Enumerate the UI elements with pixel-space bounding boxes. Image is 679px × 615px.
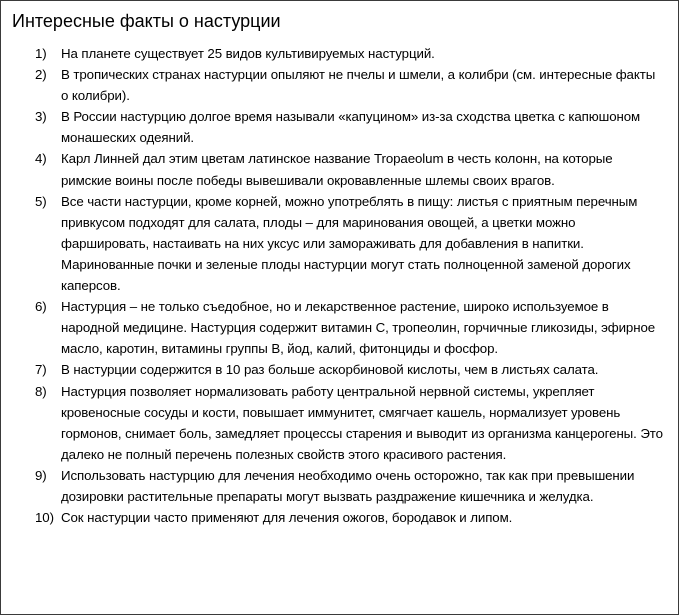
page-title: Интересные факты о настурции — [12, 11, 281, 31]
list-item — [1, 191, 678, 296]
item-number: 1) — [35, 46, 47, 61]
item-text: Все части настурции, кроме корней, можно употреблять в пищу: листья с приятным перечным привкусом подходят для салата, плоды – для маринования овощей, а цветки можно фаршировать, настаивать на них уксус или замораживать для добавления в напитки. Маринованные почки и зеленые плоды настурции могут стать полноценной заменой дорогих каперсов. — [61, 193, 638, 294]
list-item — [1, 381, 678, 465]
item-text: Карл Линней дал этим цветам латинское название Tropaeolum в честь колонн, на которые римские воины после победы вывешивали окровавленные шлемы своих врагов. — [61, 151, 613, 188]
list-item — [1, 148, 678, 190]
item-number: 4) — [35, 151, 47, 167]
list-item — [1, 465, 678, 507]
item-text: Настурция – не только съедобное, но и лекарственное растение, широко используемое в народной медицине. Настурция содержит витамин С, тропеолин, горчичные гликозиды, эфирное масло, каротин, витамины группы В, йод, калий, фитонциды и фосфор. — [61, 299, 656, 357]
item-text: В тропических странах настурции опыляют не пчелы и шмели, а колибри (см. интересные факты о колибри). — [61, 67, 656, 104]
item-text: Сок настурции часто применяют для лечения ожогов, бородавок и липом. — [61, 510, 513, 526]
list-item — [1, 507, 678, 528]
item-number: 8) — [35, 383, 47, 399]
item-text: Настурция позволяет нормализовать работу центральной нервной системы, укрепляет кровеносные сосуды и кости, повышает иммунитет, смягчает кашель, нормализует уровень гормонов, снимает боль, замедляет процессы старения и выводит из организма канцерогены. Это далеко не полный перечень полезных свойств этого красивого растения. — [61, 383, 663, 462]
item-number: 9) — [35, 467, 47, 483]
list-item — [1, 43, 678, 64]
item-text: Использовать настурцию для лечения необходимо очень осторожно, так как при превышении дозировки растительные препараты могут вызвать раздражение кишечника и желудка. — [61, 467, 635, 504]
item-number: 7) — [35, 362, 47, 378]
list-item — [1, 296, 678, 359]
item-number: 5) — [35, 193, 47, 209]
item-number: 3) — [35, 109, 47, 125]
item-number: 6) — [35, 299, 47, 315]
item-text: В России настурцию долгое время называли «капуцином» из-за сходства цветка с капюшоном монашеских одеяний. — [61, 109, 641, 146]
item-text: В настурции содержится в 10 раз больше аскорбиновой кислоты, чем в листьях салата. — [61, 362, 599, 378]
list-item — [1, 359, 678, 380]
item-number: 2) — [35, 67, 47, 83]
facts-list — [1, 43, 678, 528]
item-number: 10) — [35, 510, 54, 526]
list-item — [1, 106, 678, 148]
list-item — [1, 64, 678, 106]
item-text: На планете существует 25 видов культивируемых настурций. — [61, 46, 435, 61]
